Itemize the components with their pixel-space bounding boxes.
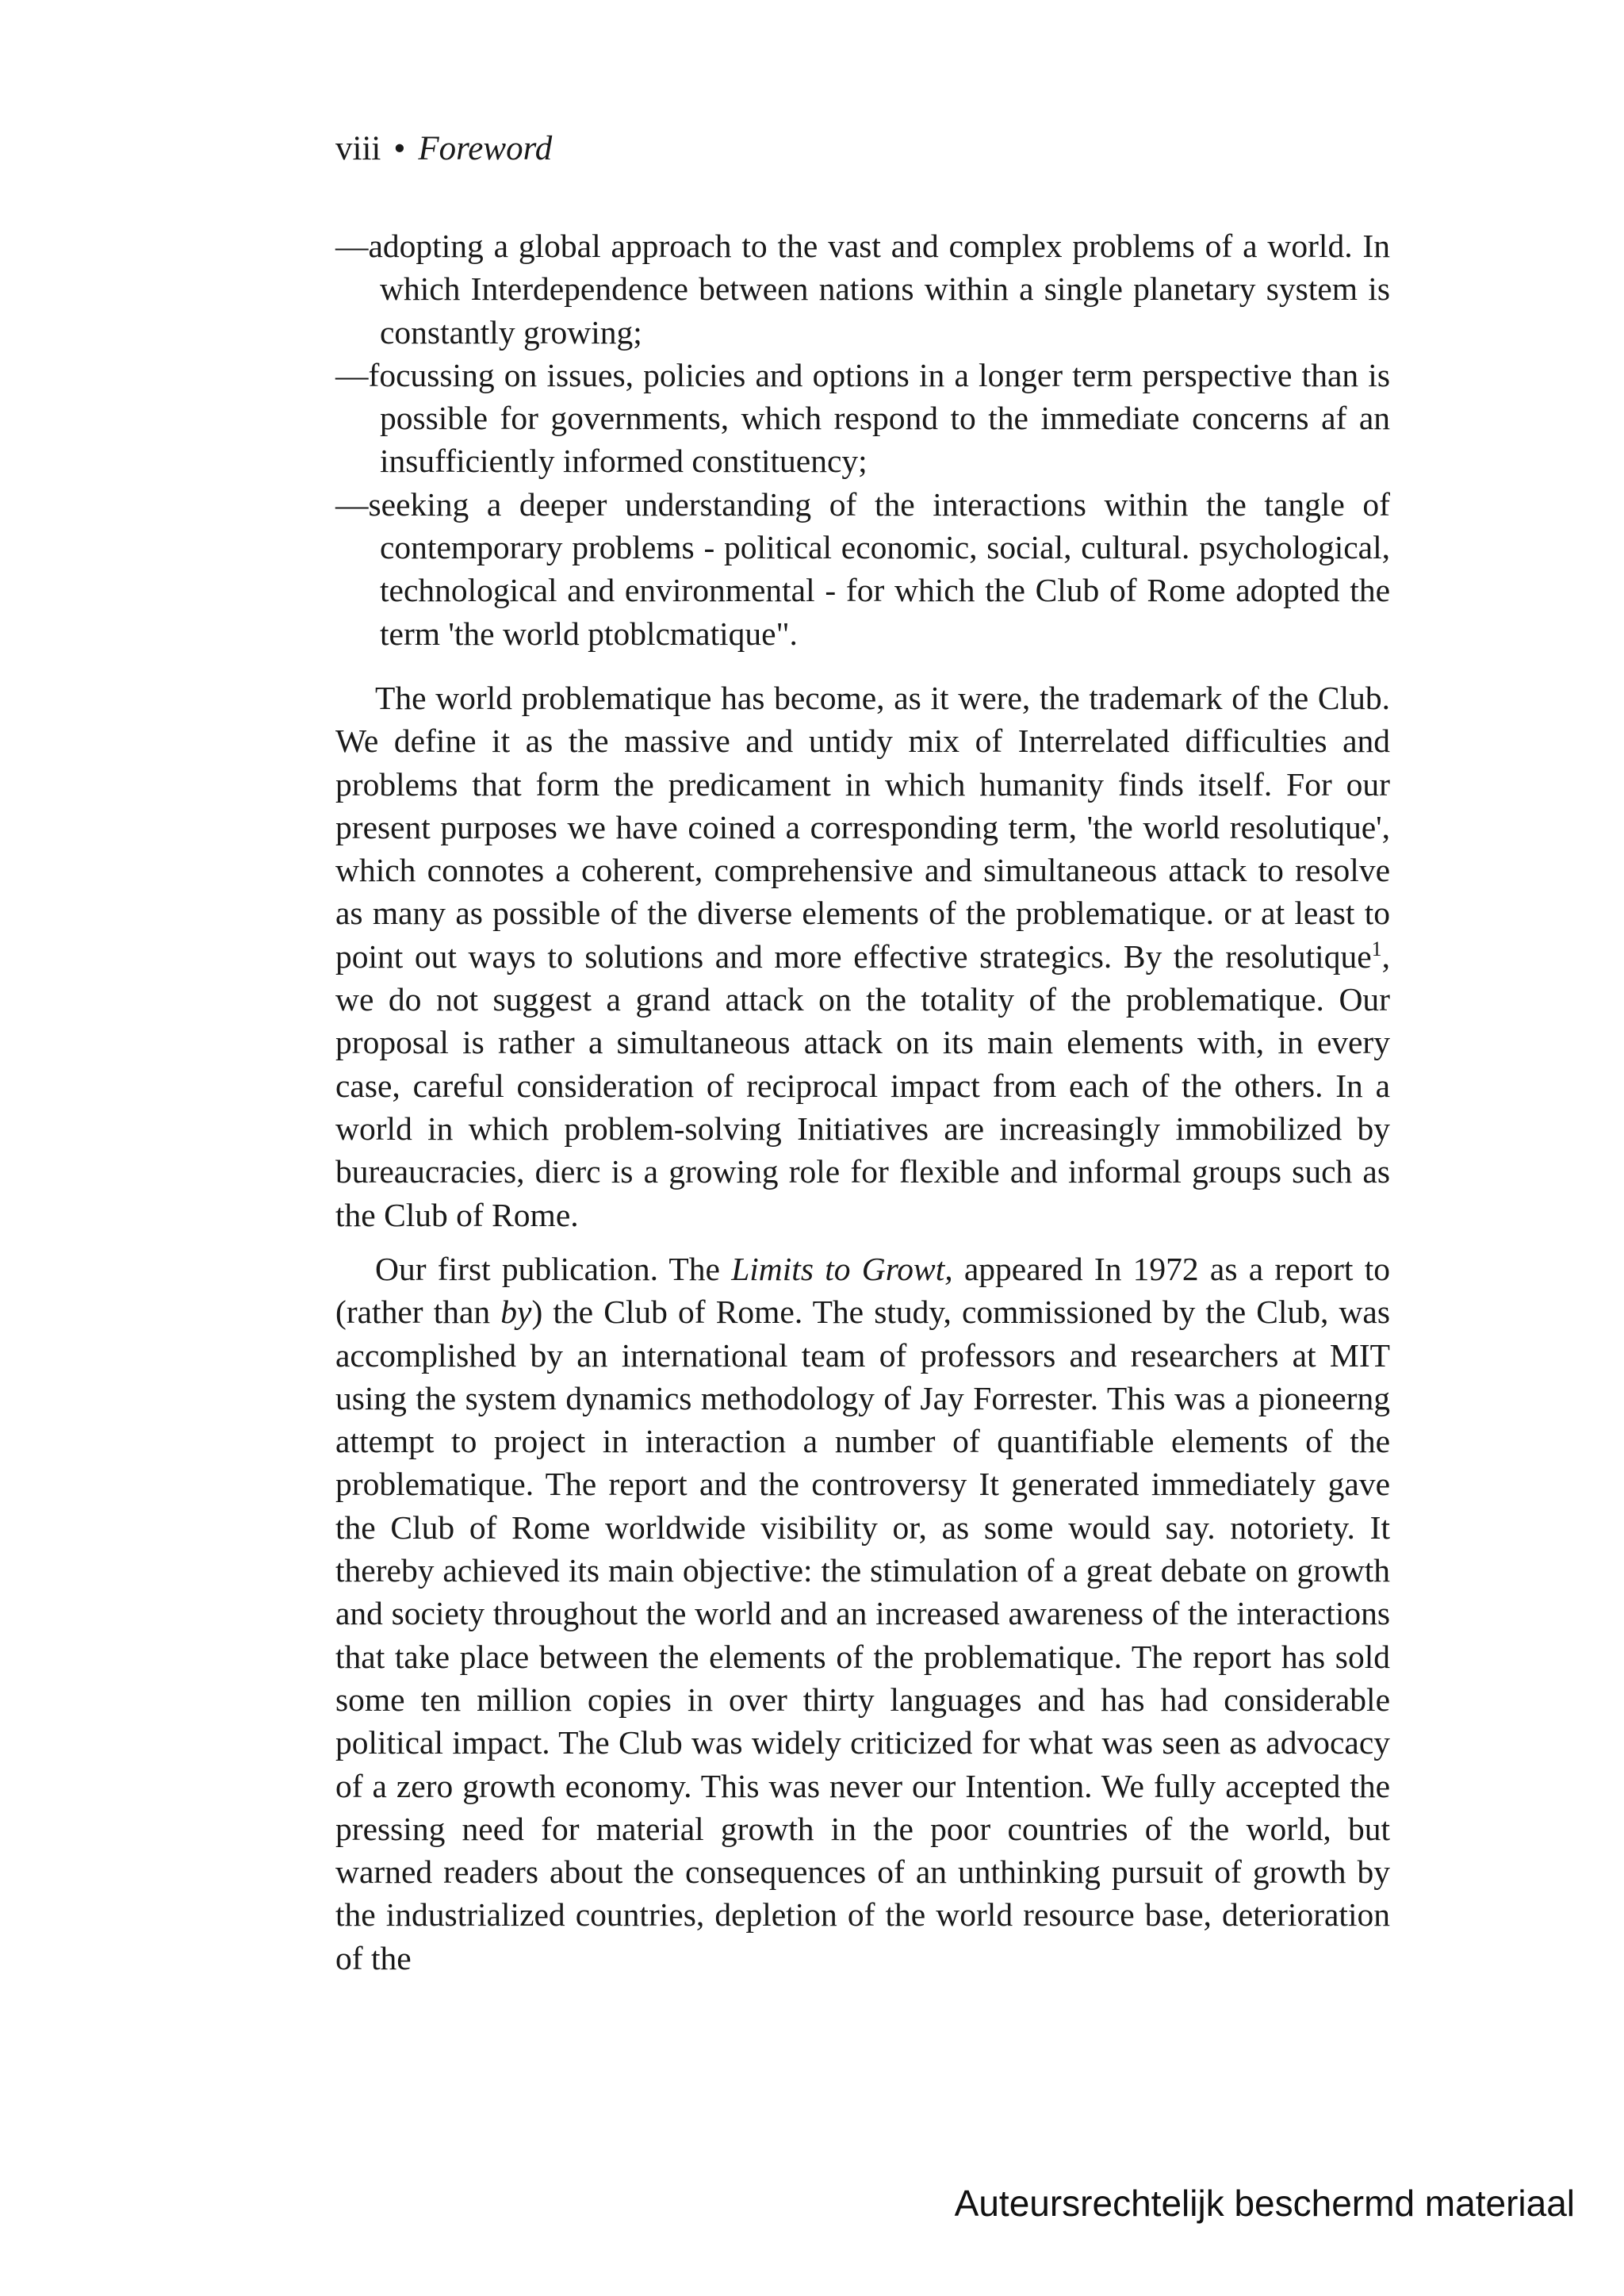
objectives-list (335, 224, 1390, 655)
footnote-marker: 1 (1371, 937, 1382, 960)
list-dash: — (335, 485, 369, 523)
book-title: Limits to Growt, (731, 1251, 953, 1287)
header-separator: • (393, 130, 406, 167)
list-item (335, 354, 1390, 483)
list-dash: — (335, 356, 369, 393)
list-item (335, 483, 1390, 655)
list-dash: — (335, 228, 369, 264)
paragraph-limits-to-growth (335, 1248, 1390, 1980)
copyright-notice: Auteursrechtelijk beschermd materiaal (954, 2183, 1575, 2224)
section-title: Foreword (418, 130, 553, 167)
paragraph-text: Our first publication. The (375, 1251, 732, 1287)
paragraph-text: ) the Club of Rome. The study, commissioned by the Club, was accomplished by an international team of professors and researchers at MIT using the system dynamics methodology of Jay Forrester. This was a pioneerng attempt to project in interaction a number of quantifiable elements of the problematique. The report and the controversy It generated immediately gave the Club of Rome worldwide visibility or, as some would say. notoriety. It thereby achieved its main objective: the stimulation of a great debate on growth and society throughout the world and an increased awareness of the interactions that take place between the elements of the problematique. The report has sold some ten million copies in over thirty languages and has had considerable political impact. The Club was widely criticized for what was seen as advocacy of a zero growth economy. This was never our Intention. We fully accepted the pressing need for material growth in the poor countries of the world, but warned readers about the consequences of an unthinking pursuit of growth by the industrialized countries, depletion of the world resource base, deterioration of the (335, 1294, 1390, 1976)
list-item (335, 224, 1390, 354)
list-item-text: focussing on issues, policies and options in a longer term perspective than is possible for governments, which respond to the immediate concerns af an insufficiently informed constituency; (368, 356, 1390, 480)
page-number: viii (335, 130, 381, 167)
running-head (335, 127, 552, 171)
paragraph-text: , we do not suggest a grand attack on the totality of the problematique. Our proposal is rather a simultaneous attack on its main elements with, in every case, careful consideration of reciprocal impact from each of the others. In a world in which problem-solving Initiatives are increasingly immobilized by bureaucracies, dierc is a growing role for flexible and informal groups such as the Club of Rome. (335, 937, 1390, 1233)
emphasis-word: by (500, 1294, 532, 1331)
list-item-text: adopting a global approach to the vast and complex problems of a world. In which Interdependence between nations within a single planetary system is constantly growing; (368, 228, 1390, 351)
list-item-text: seeking a deeper understanding of the interactions within the tangle of contemporary problems - political economic, social, cultural. psychological, technological and environmental - for which the Club of Rome adopted the term 'the world ptoblcmatique". (368, 485, 1390, 652)
paragraph-text: appeared In 1972 as a report to (rather than (335, 1251, 1390, 1331)
paragraph-problematique (335, 677, 1390, 1236)
paragraph-text: The world problematique has become, as it were, the trademark of the Club. We define it as the massive and untidy mix of Interrelated difficulties and problems that form the predicament in which humanity finds itself. For our present purposes we have coined a corresponding term, 'the world resolutique', which connotes a coherent, comprehensive and simultaneous attack to resolve as many as possible of the diverse elements of the problematique. or at least to point out ways to solutions and more effective strategics. By the resolutique (335, 680, 1390, 975)
